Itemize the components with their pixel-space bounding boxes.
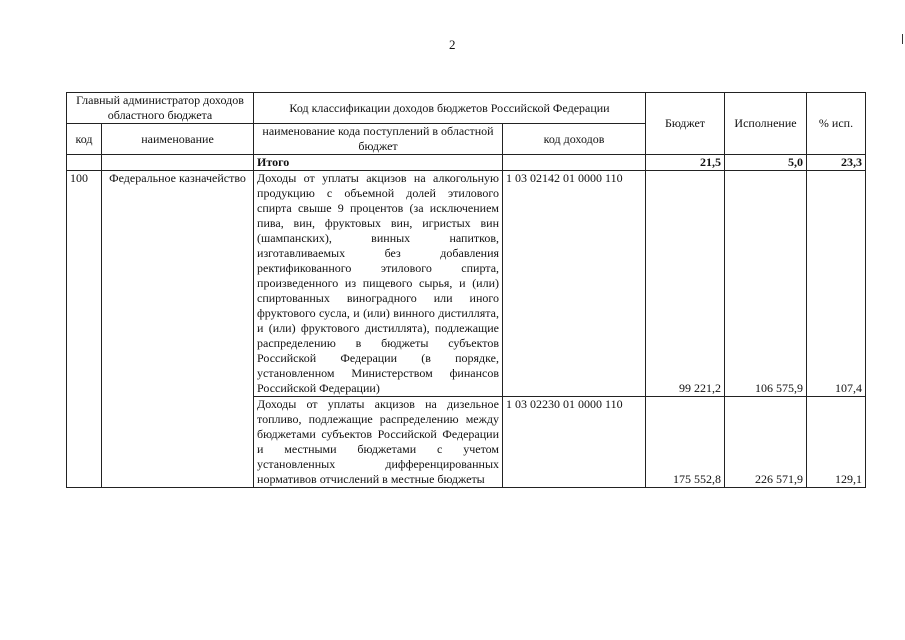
revenue-table [66,92,866,488]
admin-code: 100 [67,171,102,488]
total-budget: 21,5 [646,155,725,171]
total-execution: 5,0 [725,155,807,171]
edge-mark [902,34,903,44]
budget-value: 99 221,2 [646,171,725,397]
total-percent: 23,3 [807,155,866,171]
income-name: Доходы от уплаты акцизов на дизельное топливо, подлежащие распределению между бюджетами субъектов Российской Федерации и местными бюджетами с учетом установленных дифференцированных нормативов отчислений в местные бюджеты [254,397,503,488]
header-classification-group: Код классификации доходов бюджетов Российской Федерации [254,93,646,124]
header-admin-group: Главный администратор доходов областного бюджета [67,93,254,124]
income-name: Доходы от уплаты акцизов на алкогольную продукцию с объемной долей этилового спирта свыше 9 процентов (за исключением пива, вин, фруктовых вин, игристых вин (шампанских), винных напитков, изготавливаемых без добавления ректификованного этилового спирта, произведенного из пищевого сырья, и (или) спиртованных виноградного или иного фруктового сусла, и (или) винного дистиллята, и (или) фруктового дистиллята), подлежащие распределению в бюджеты субъектов Российской Федерации (в порядке, установленном Министерством финансов Российской Федерации) [254,171,503,397]
header-name: наименование [102,124,254,155]
income-code: 1 03 02142 01 0000 110 [503,171,646,397]
percent-value: 107,4 [807,171,866,397]
budget-value: 175 552,8 [646,397,725,488]
header-income-code: код доходов [503,124,646,155]
execution-value: 226 571,9 [725,397,807,488]
total-row [67,155,866,171]
page-number: 2 [449,37,456,52]
income-code: 1 03 02230 01 0000 110 [503,397,646,488]
total-empty-name [102,155,254,171]
total-empty-income-code [503,155,646,171]
percent-value: 129,1 [807,397,866,488]
table-row [67,171,866,397]
header-row-1 [67,93,866,124]
header-code: код [67,124,102,155]
header-percent: % исп. [807,93,866,155]
total-label: Итого [254,155,503,171]
total-empty-code [67,155,102,171]
header-execution: Исполнение [725,93,807,155]
header-budget: Бюджет [646,93,725,155]
execution-value: 106 575,9 [725,171,807,397]
admin-name: Федеральное казначейство [102,171,254,488]
header-income-name: наименование кода поступлений в областной бюджет [254,124,503,155]
